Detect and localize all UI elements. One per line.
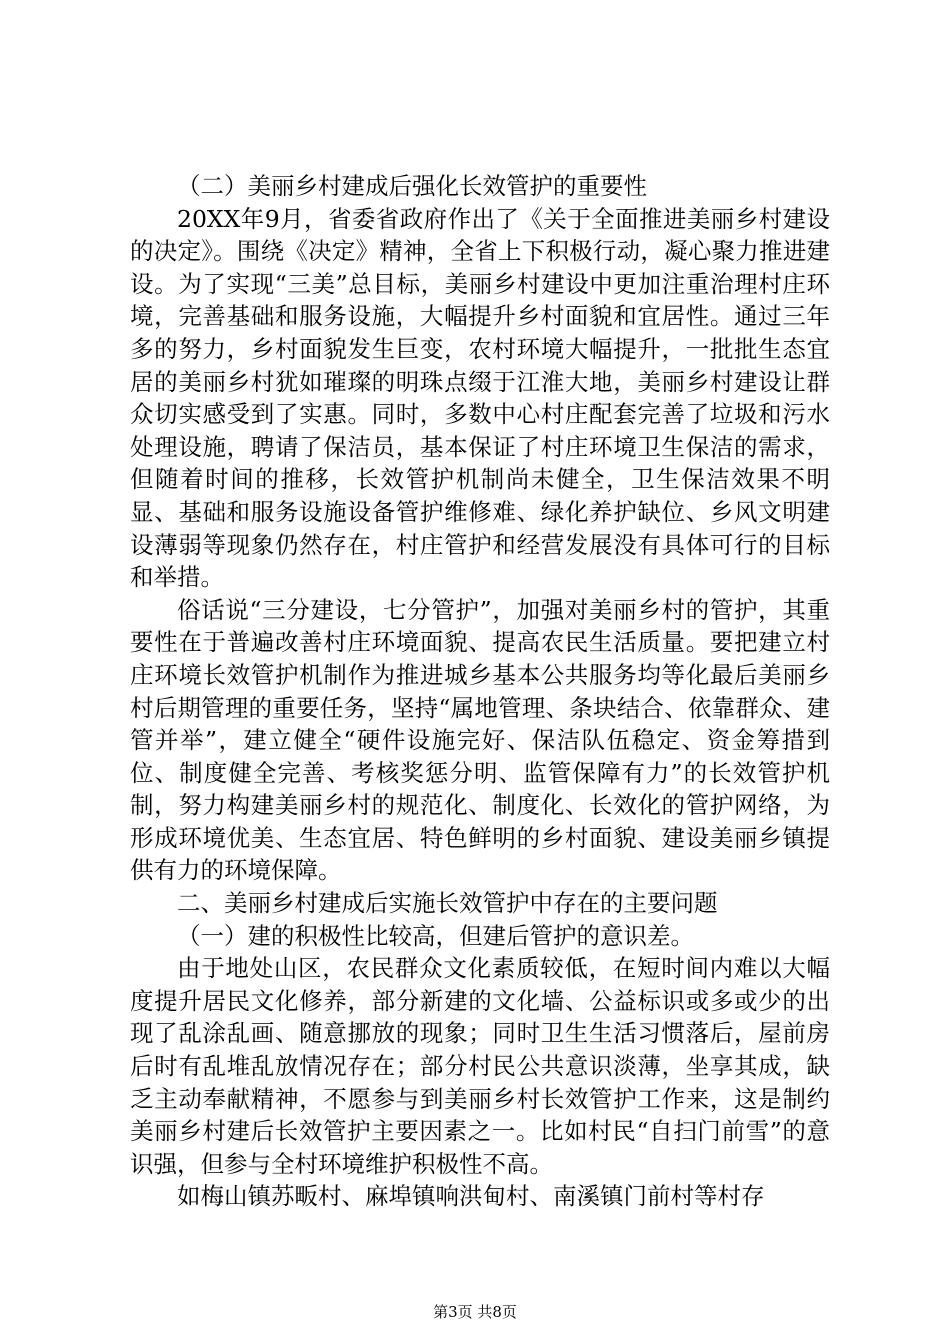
document-body	[130, 170, 830, 1213]
body-paragraph: 由于地处山区，农民群众文化素质较低，在短时间内难以大幅度提升居民文化修养，部分新建的文化墙、公益标识或多或少的出现了乱涂乱画、随意挪放的现象；同时卫生生活习惯落后，屋前房后时有乱堆乱放情况存在；部分村民公共意识淡薄，坐享其成，缺乏主动奉献精神，不愿参与到美丽乡村长效管护工作来，这是制约美丽乡村建后长效管护主要因素之一。比如村民“自扫门前雪”的意识强，但参与全村环境维护积极性不高。	[130, 954, 830, 1178]
section-heading: （二）美丽乡村建成后强化长效管护的重要性	[177, 172, 647, 200]
subsection-heading: （一）建的积极性比较高，但建后管护的意识差。	[177, 921, 694, 950]
body-paragraph: 20XX年9月，省委省政府作出了《关于全面推进美丽乡村建设的决定》。围绕《决定》精神，全省上下积极行动，凝心聚力推进建设。为了实现“三美”总目标，美丽乡村建设中更加注重治理村庄环境，完善基础和服务设施，大幅提升乡村面貌和宜居性。通过三年多的努力，乡村面貌发生巨变，农村环境大幅提升，一批批生态宜居的美丽乡村犹如璀璨的明珠点缀于江淮大地，美丽乡村建设让群众切实感受到了实惠。同时，多数中心村庄配套完善了垃圾和污水处理设施，聘请了保洁员，基本保证了村庄环境卫生保洁的需求，但随着时间的推移，长效管护机制尚未健全，卫生保洁效果不明显、基础和服务设施设备管护维修难、绿化养护缺位、乡风文明建设薄弱等现象仍然存在，村庄管护和经营发展没有具体可行的目标和举措。	[130, 204, 830, 592]
page-number-footer: 第3页 共8页	[433, 1303, 517, 1321]
section-heading: 二、美丽乡村建成后实施长效管护中存在的主要问题	[177, 889, 718, 918]
body-paragraph: 如梅山镇苏畈村、麻埠镇响洪甸村、南溪镇门前村等村存	[177, 1182, 765, 1211]
body-paragraph: 俗话说“三分建设，七分管护”，加强对美丽乡村的管护，其重要性在于普遍改善村庄环境面貌、提高农民生活质量。要把建立村庄环境长效管护机制作为推进城乡基本公共服务均等化最后美丽乡村后期管理的重要任务，坚持“属地管理、条块结合、依靠群众、建管并举”，建立健全“硬件设施完好、保洁队伍稳定、资金筹措到位、制度健全完善、考核奖惩分明、监管保障有力”的长效管护机制，努力构建美丽乡村的规范化、制度化、长效化的管护网络，为形成环境优美、生态宜居、特色鲜明的乡村面貌、建设美丽乡镇提供有力的环境保障。	[130, 595, 830, 885]
